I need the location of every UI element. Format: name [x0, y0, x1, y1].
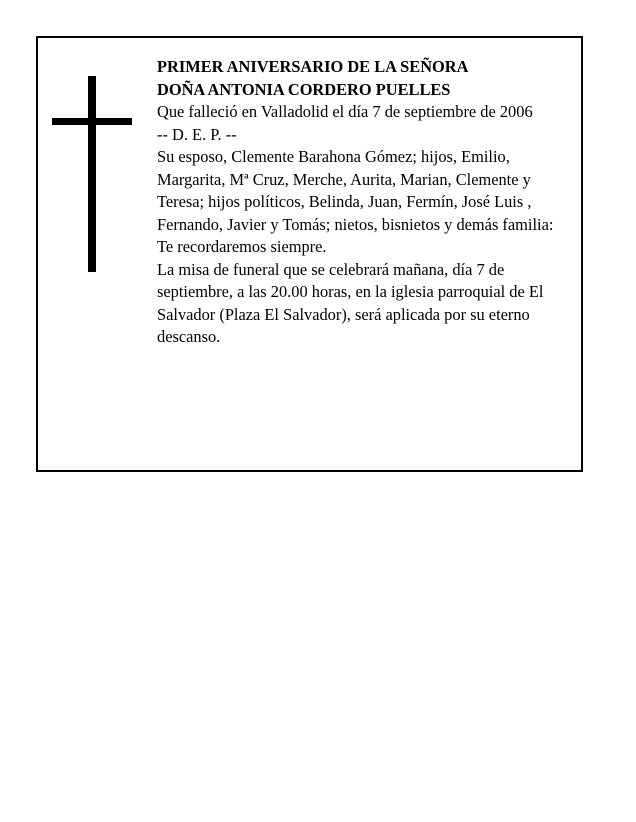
funeral-mass-paragraph: La misa de funeral que se celebrará mañana, día 7 de septiembre, a las 20.00 horas, en la iglesia parroquial de El Salvador (Plaza El Salvador), será aplicada por su eterno descanso.: [157, 259, 544, 346]
obituary-notice: [36, 36, 583, 472]
dep-line: -- D. E. P. --: [157, 124, 237, 144]
remembrance-line: Te recordaremos siempre.: [157, 237, 327, 256]
notice-title-line-1: PRIMER ANIVERSARIO DE LA SEÑORA: [157, 57, 469, 76]
cross-vertical-bar: [88, 76, 96, 272]
family-paragraph: Su esposo, Clemente Barahona Gómez; hijos, Emilio, Margarita, Mª Cruz, Merche, Aurita, Marian, Clemente y Teresa; hijos políticos, Belinda, Juan, Fermín, José Luis , Fernando, Javier y Tomás; nietos, bisnietos y demás familia:: [157, 147, 554, 234]
cross-icon: [52, 76, 132, 272]
notice-title-line-2: DOÑA ANTONIA CORDERO PUELLES: [157, 79, 451, 99]
death-date-line: Que falleció en Valladolid el día 7 de septiembre de 2006: [157, 102, 533, 121]
notice-text: [157, 56, 577, 349]
cross-horizontal-bar: [52, 118, 132, 125]
